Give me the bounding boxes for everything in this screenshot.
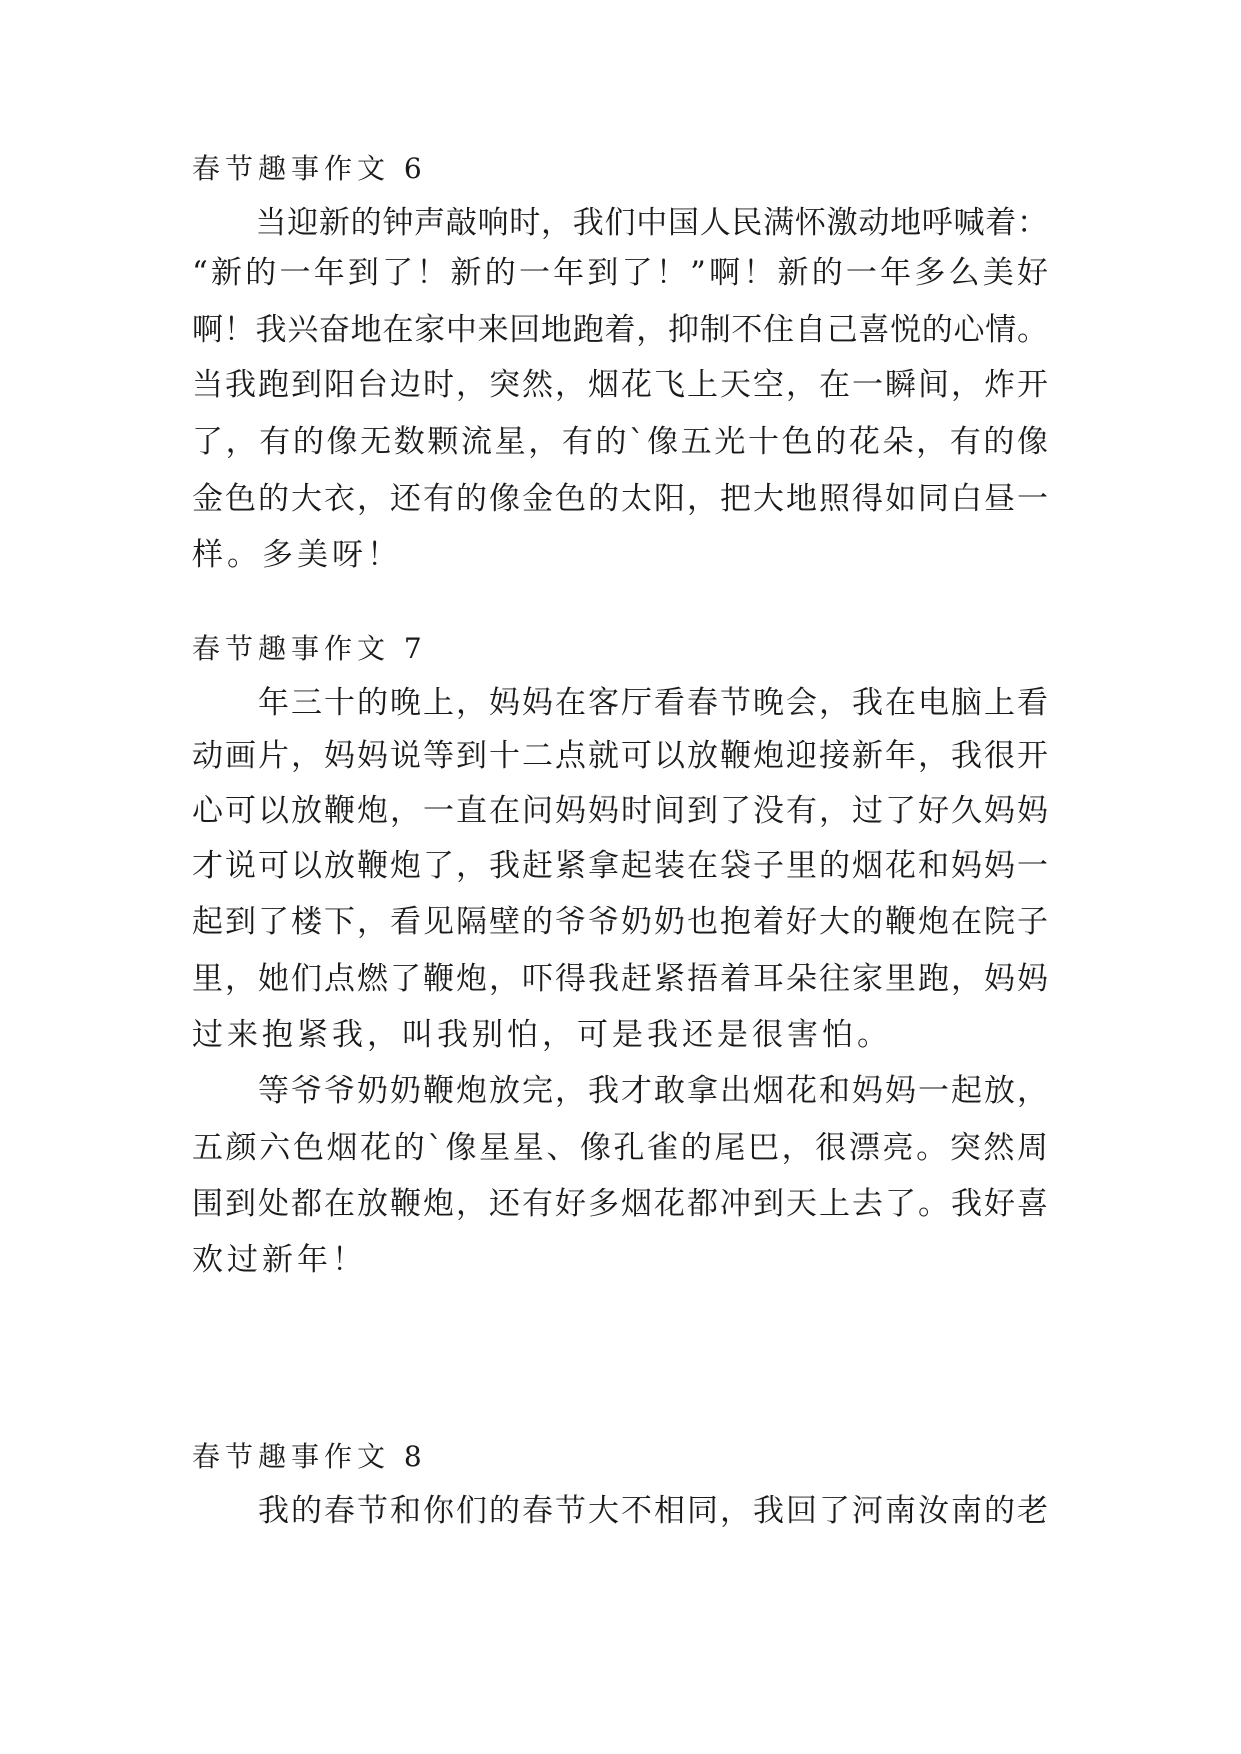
- paragraph-line: 当我跑到阳台边时，突然，烟花飞上天空，在一瞬间，炸开: [192, 367, 1048, 403]
- paragraph-line: 围到处都在放鞭炮，还有好多烟花都冲到天上去了。我好喜: [192, 1186, 1048, 1222]
- paragraph-line: 五颜六色烟花的`像星星、像孔雀的尾巴，很漂亮。突然周: [192, 1130, 1048, 1166]
- paragraph-line: 心可以放鞭炮，一直在问妈妈时间到了没有，过了好久妈妈: [192, 793, 1048, 829]
- paragraph-line: “新的一年到了！新的一年到了！”啊！新的一年多么美好: [192, 255, 1048, 291]
- section-heading: 春节趣事作文 8: [192, 1440, 427, 1473]
- paragraph-line: 过来抱紧我，叫我别怕，可是我还是很害怕。: [192, 1017, 892, 1053]
- paragraph-line: 里，她们点燃了鞭炮，吓得我赶紧捂着耳朵往家里跑，妈妈: [192, 961, 1048, 997]
- section-heading: 春节趣事作文 7: [192, 632, 427, 665]
- paragraph-line: 年三十的晚上，妈妈在客厅看春节晚会，我在电脑上看: [192, 685, 1048, 721]
- paragraph-line: 啊！我兴奋地在家中来回地跑着，抑制不住自己喜悦的心情。: [192, 312, 1048, 348]
- section-heading: 春节趣事作文 6: [192, 152, 427, 185]
- paragraph-line: 动画片，妈妈说等到十二点就可以放鞭炮迎接新年，我很开: [192, 738, 1048, 774]
- paragraph-line: 欢过新年！: [192, 1242, 367, 1278]
- paragraph-line: 样。多美呀！: [192, 537, 402, 573]
- paragraph-line: 我的春节和你们的春节大不相同，我回了河南汝南的老: [192, 1493, 1048, 1529]
- paragraph-line: 当迎新的钟声敲响时，我们中国人民满怀激动地呼喊着：: [192, 205, 1048, 241]
- paragraph-line: 了，有的像无数颗流星，有的`像五光十色的花朵，有的像: [192, 424, 1048, 460]
- paragraph-line: 起到了楼下，看见隔壁的爷爷奶奶也抱着好大的鞭炮在院子: [192, 904, 1048, 940]
- paragraph-line: 金色的大衣，还有的像金色的太阳，把大地照得如同白昼一: [192, 481, 1048, 517]
- paragraph-line: 等爷爷奶奶鞭炮放完，我才敢拿出烟花和妈妈一起放，: [192, 1073, 1048, 1109]
- paragraph-line: 才说可以放鞭炮了，我赶紧拿起装在袋子里的烟花和妈妈一: [192, 848, 1048, 884]
